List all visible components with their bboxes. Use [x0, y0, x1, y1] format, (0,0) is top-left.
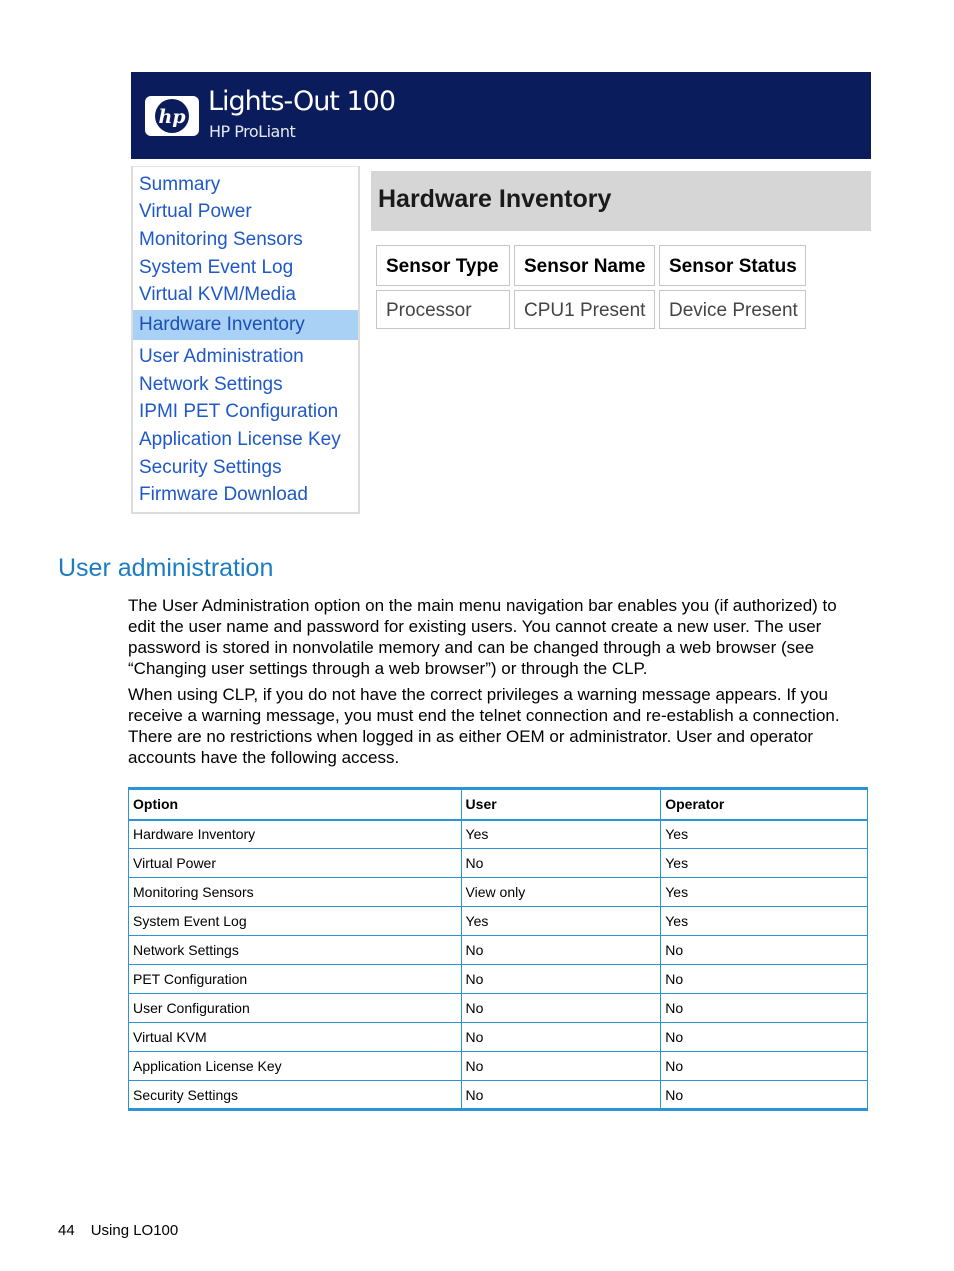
- nav-item-security-settings[interactable]: Security Settings: [139, 457, 282, 478]
- nav-item-user-administration[interactable]: User Administration: [139, 346, 304, 367]
- table-header-row: [129, 789, 868, 820]
- table-row: [129, 1023, 868, 1052]
- nav-item-virtual-kvm-media[interactable]: Virtual KVM/Media: [139, 284, 296, 305]
- inventory-header-sensor-type: Sensor Type: [376, 245, 510, 286]
- operator-cell: No: [661, 1023, 868, 1052]
- page-number: 44: [58, 1222, 75, 1239]
- table-row: [129, 936, 868, 965]
- lo100-header-banner: [131, 72, 871, 159]
- sidebar-nav: [131, 166, 360, 514]
- paragraph-line: edit the user name and password for existing users. You cannot create a new user. The user: [128, 617, 822, 636]
- user-cell: No: [461, 849, 661, 878]
- operator-cell: No: [661, 994, 868, 1023]
- table-row: [129, 1052, 868, 1081]
- hp-logo-icon: [145, 96, 199, 136]
- paragraph-line: accounts have the following access.: [128, 748, 400, 767]
- inventory-cell-sensor-status: Device Present: [659, 290, 806, 329]
- table-row: [129, 965, 868, 994]
- hp-logo-text: hp: [158, 106, 186, 128]
- paragraph-line: The User Administration option on the main menu navigation bar enables you (if authorized) to: [128, 596, 837, 615]
- option-cell: Virtual Power: [129, 849, 462, 878]
- option-cell: Monitoring Sensors: [129, 878, 462, 907]
- nav-item-hardware-inventory[interactable]: Hardware Inventory: [133, 310, 358, 340]
- brand-title: Lights-Out 100: [208, 86, 396, 117]
- inventory-cell-sensor-name: CPU1 Present: [514, 290, 655, 329]
- inventory-title-bar: [371, 171, 871, 231]
- operator-cell: Yes: [661, 820, 868, 849]
- operator-cell: No: [661, 965, 868, 994]
- paragraph-line: password is stored in nonvolatile memory and can be changed through a web browser (see: [128, 638, 815, 657]
- section-heading: User administration: [58, 554, 274, 582]
- operator-cell: Yes: [661, 907, 868, 936]
- nav-item-network-settings[interactable]: Network Settings: [139, 374, 283, 395]
- user-cell: Yes: [461, 907, 661, 936]
- table-row: [129, 849, 868, 878]
- nav-item-ipmi-pet-configuration[interactable]: IPMI PET Configuration: [139, 401, 339, 422]
- option-cell: Virtual KVM: [129, 1023, 462, 1052]
- paragraph-intro: [128, 595, 858, 679]
- user-cell: No: [461, 965, 661, 994]
- paragraph-clp: [128, 684, 858, 768]
- option-cell: System Event Log: [129, 907, 462, 936]
- table-row: [129, 878, 868, 907]
- table-row: [129, 994, 868, 1023]
- paragraph-line: receive a warning message, you must end the telnet connection and re-establish a connection.: [128, 706, 840, 725]
- inventory-header-sensor-name: Sensor Name: [514, 245, 655, 286]
- footer-title: Using LO100: [90, 1222, 179, 1239]
- page-footer: [58, 1222, 178, 1239]
- paragraph-line: There are no restrictions when logged in as either OEM or administrator. User and operator: [128, 727, 814, 746]
- operator-cell: Yes: [661, 878, 868, 907]
- table-row: [129, 907, 868, 936]
- option-cell: Network Settings: [129, 936, 462, 965]
- operator-cell: No: [661, 936, 868, 965]
- paragraph-line: When using CLP, if you do not have the correct privileges a warning message appears. If you: [128, 685, 828, 704]
- user-cell: No: [461, 994, 661, 1023]
- table-row: [129, 820, 868, 849]
- nav-item-summary[interactable]: Summary: [139, 174, 221, 195]
- column-header-option: Option: [129, 789, 462, 820]
- column-header-user: User: [461, 789, 661, 820]
- user-cell: View only: [461, 878, 661, 907]
- nav-item-system-event-log[interactable]: System Event Log: [139, 257, 294, 278]
- inventory-cell-sensor-type: Processor: [376, 290, 510, 329]
- user-cell: No: [461, 1052, 661, 1081]
- inventory-header-sensor-status: Sensor Status: [659, 245, 806, 286]
- table-row: [129, 1081, 868, 1110]
- option-cell: Hardware Inventory: [129, 820, 462, 849]
- column-header-operator: Operator: [661, 789, 868, 820]
- operator-cell: No: [661, 1052, 868, 1081]
- option-cell: User Configuration: [129, 994, 462, 1023]
- user-cell: No: [461, 936, 661, 965]
- nav-item-application-license-key[interactable]: Application License Key: [139, 429, 341, 450]
- user-cell: No: [461, 1023, 661, 1052]
- option-cell: Security Settings: [129, 1081, 462, 1110]
- nav-item-firmware-download[interactable]: Firmware Download: [139, 484, 308, 505]
- brand-subtitle: HP ProLiant: [209, 122, 296, 141]
- paragraph-line: “Changing user settings through a web browser”) or through the CLP.: [128, 659, 648, 678]
- user-cell: No: [461, 1081, 661, 1110]
- option-cell: Application License Key: [129, 1052, 462, 1081]
- nav-item-monitoring-sensors[interactable]: Monitoring Sensors: [139, 229, 303, 250]
- operator-cell: Yes: [661, 849, 868, 878]
- nav-item-virtual-power[interactable]: Virtual Power: [139, 201, 252, 222]
- operator-cell: No: [661, 1081, 868, 1110]
- access-table: [128, 787, 868, 1111]
- user-cell: Yes: [461, 820, 661, 849]
- option-cell: PET Configuration: [129, 965, 462, 994]
- inventory-title: Hardware Inventory: [378, 185, 612, 213]
